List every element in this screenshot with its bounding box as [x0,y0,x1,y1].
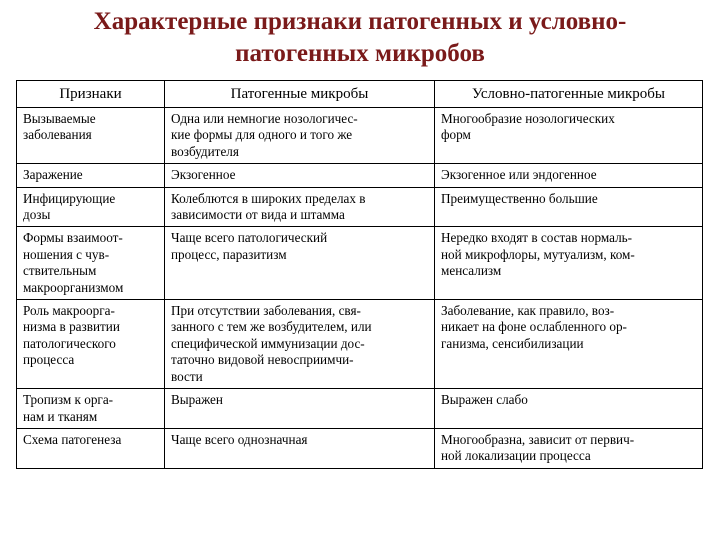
page-title [0,6,720,70]
row-opportunistic: Заболевание, как правило, воз- никает на фоне ослабленного ор- ганизма, сенсибилизации [435,300,703,389]
row-feature: Инфицирующие дозы [17,187,165,227]
row-feature: Схема патогенеза [17,428,165,468]
header-features: Признаки [17,81,165,108]
row-feature: Вызываемые заболевания [17,108,165,164]
row-pathogenic: Выражен [165,389,435,429]
row-pathogenic: Экзогенное [165,164,435,187]
page-title-line-1: Характерные признаки патогенных и условно- [93,8,627,35]
table-row [17,428,703,468]
row-feature: Формы взаимоот- ношения с чув- ствительным макроорганизмом [17,227,165,300]
row-opportunistic: Многообразие нозологических форм [435,108,703,164]
table-row [17,108,703,164]
row-pathogenic: Чаще всего патологический процесс, паразитизм [165,227,435,300]
table-row [17,389,703,429]
table-header-row [17,81,703,108]
row-pathogenic: При отсутствии заболевания, свя- занного с тем же возбудителем, или специфической иммунизации дос- таточно видовой невосприимчи- вости [165,300,435,389]
row-feature: Тропизм к орга- нам и тканям [17,389,165,429]
row-pathogenic: Колеблются в широких пределах в зависимости от вида и штамма [165,187,435,227]
row-feature: Заражение [17,164,165,187]
row-pathogenic: Одна или немногие нозологичес- кие формы для одного и того же возбудителя [165,108,435,164]
row-opportunistic: Многообразна, зависит от первич- ной локализации процесса [435,428,703,468]
table-row [17,187,703,227]
table-row [17,164,703,187]
comparison-table [16,80,703,469]
row-opportunistic: Экзогенное или эндогенное [435,164,703,187]
page-title-line-2: патогенных микробов [235,40,485,67]
row-opportunistic: Нередко входят в состав нормаль- ной микрофлоры, мутуализм, ком- менсализм [435,227,703,300]
row-opportunistic: Преимущественно большие [435,187,703,227]
table-row [17,227,703,300]
row-pathogenic: Чаще всего однозначная [165,428,435,468]
row-opportunistic: Выражен слабо [435,389,703,429]
row-feature: Роль макроорга- низма в развитии патологического процесса [17,300,165,389]
table-row [17,300,703,389]
header-opportunistic: Условно-патогенные микробы [435,81,703,108]
header-pathogenic: Патогенные микробы [165,81,435,108]
